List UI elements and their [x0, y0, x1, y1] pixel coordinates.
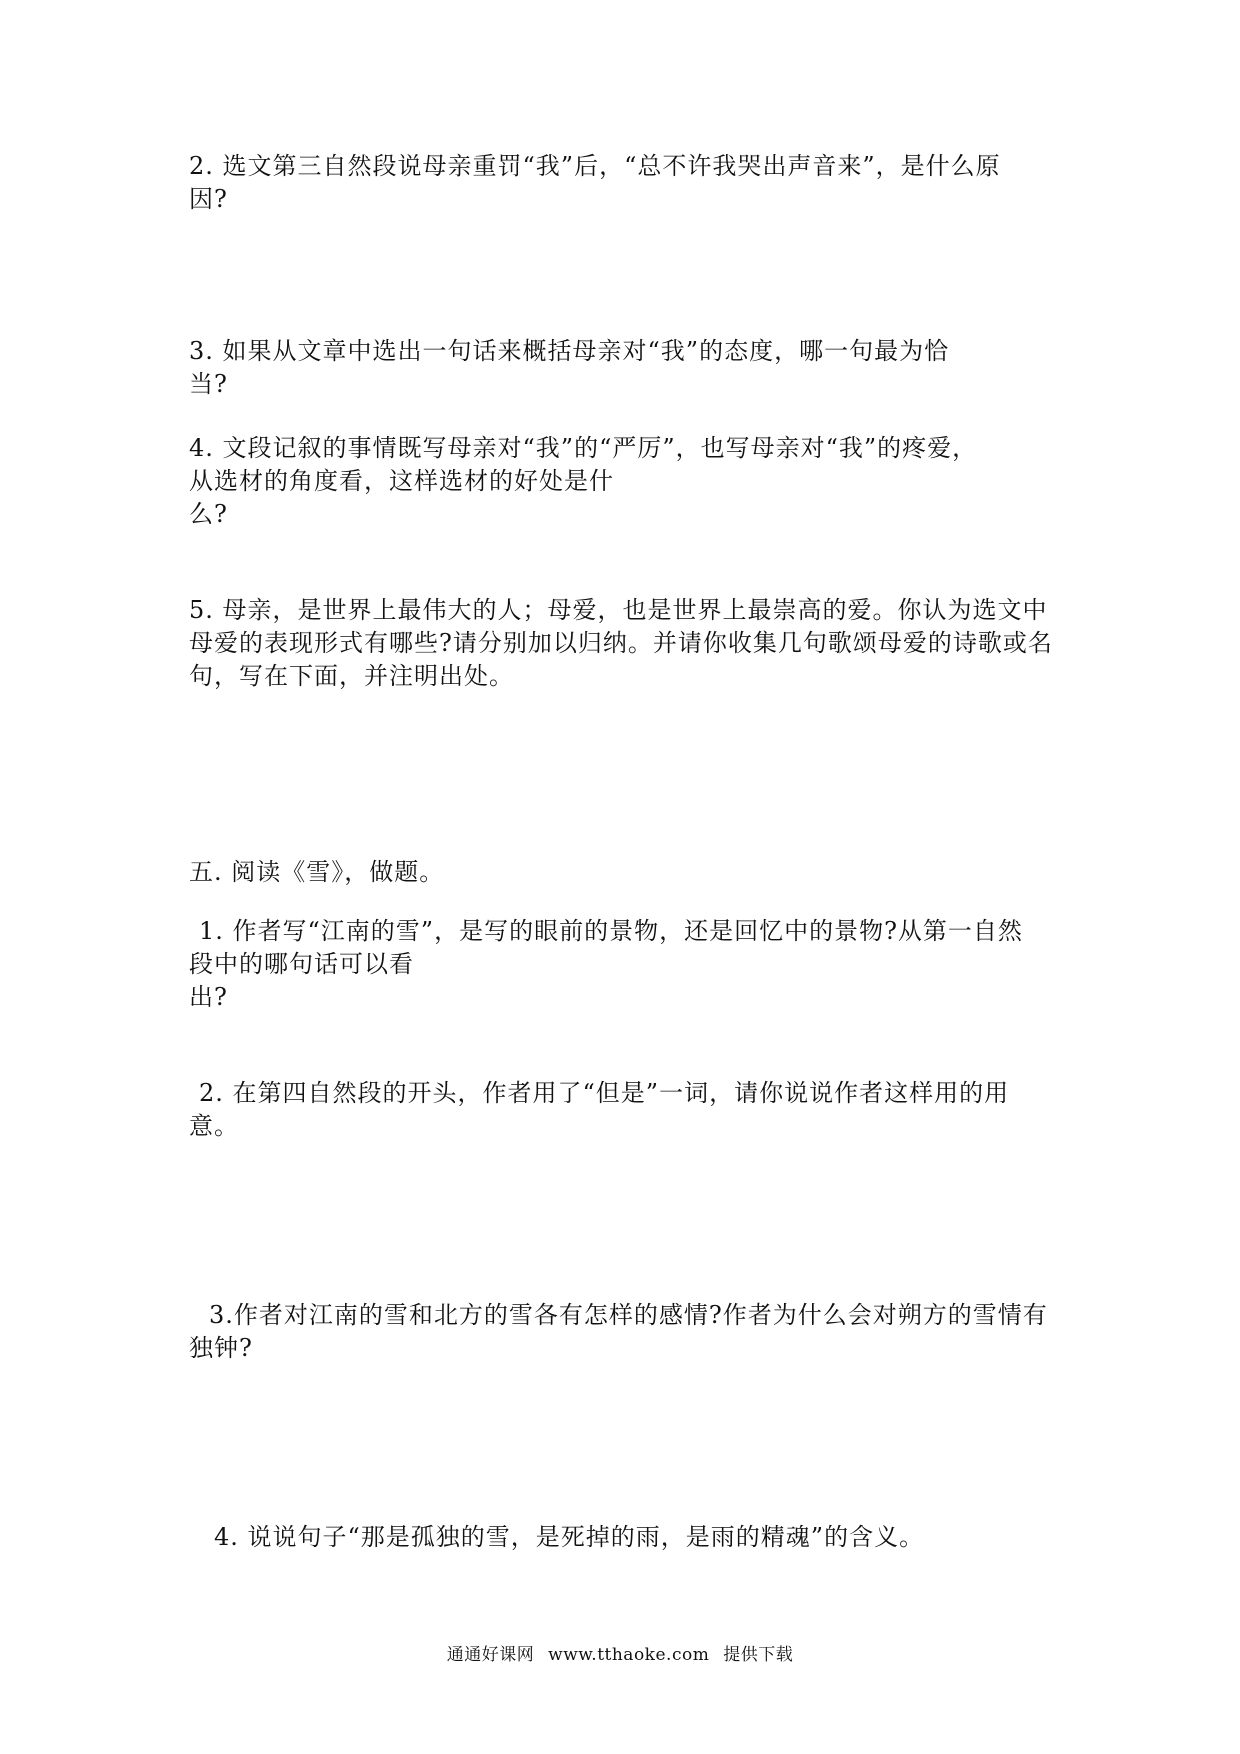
question-line: 4. 说说句子“那是孤独的雪，是死掉的雨，是雨的精魂”的含义。: [214, 1523, 925, 1551]
footer-site-name: 通通好课网: [446, 1645, 535, 1665]
question-5: [189, 594, 1069, 693]
question-line: 段中的哪句话可以看: [189, 950, 414, 978]
question-line: 因?: [189, 185, 228, 213]
question-line: 母爱的表现形式有哪些?请分别加以归纳。并请你收集几句歌颂母爱的诗歌或名: [189, 629, 1053, 657]
question-line: 1. 作者写“江南的雪”，是写的眼前的景物，还是回忆中的景物?从第一自然: [199, 917, 1023, 945]
question-line: 么?: [189, 500, 228, 528]
section-5-question-3: [189, 1299, 1069, 1365]
question-line: 句，写在下面，并注明出处。: [189, 662, 514, 690]
footer-url[interactable]: www.tthaoke.com: [548, 1645, 710, 1665]
question-line: 意。: [189, 1112, 239, 1140]
section-5-heading: [189, 856, 1069, 889]
question-3: [189, 335, 1069, 401]
question-2: [189, 150, 1069, 216]
question-line: 2. 选文第三自然段说母亲重罚“我”后，“总不许我哭出声音来”，是什么原: [189, 152, 1001, 180]
question-line: 当?: [189, 370, 228, 398]
question-line: 从选材的角度看，这样选材的好处是什: [189, 467, 614, 495]
section-5-question-4: [189, 1521, 1069, 1554]
section-heading-text: 五. 阅读《雪》，做题。: [189, 858, 445, 886]
page-footer: [0, 1640, 1240, 1665]
question-line: 4. 文段记叙的事情既写母亲对“我”的“严厉”，也写母亲对“我”的疼爱，: [189, 434, 978, 462]
question-line: 出?: [189, 983, 228, 1011]
section-5-question-2: [189, 1077, 1069, 1143]
footer-note: 提供下载: [723, 1645, 794, 1665]
question-line: 独钟?: [189, 1334, 253, 1362]
question-4: [189, 432, 1069, 531]
question-line: 5. 母亲，是世界上最伟大的人；母爱，也是世界上最崇高的爱。你认为选文中: [189, 596, 1048, 624]
question-line: 2. 在第四自然段的开头，作者用了“但是”一词，请你说说作者这样用的用: [199, 1079, 1010, 1107]
section-5-question-1: [189, 915, 1069, 1014]
question-line: 3.作者对江南的雪和北方的雪各有怎样的感情?作者为什么会对朔方的雪情有: [209, 1301, 1048, 1329]
question-line: 3. 如果从文章中选出一句话来概括母亲对“我”的态度，哪一句最为恰: [189, 337, 950, 365]
